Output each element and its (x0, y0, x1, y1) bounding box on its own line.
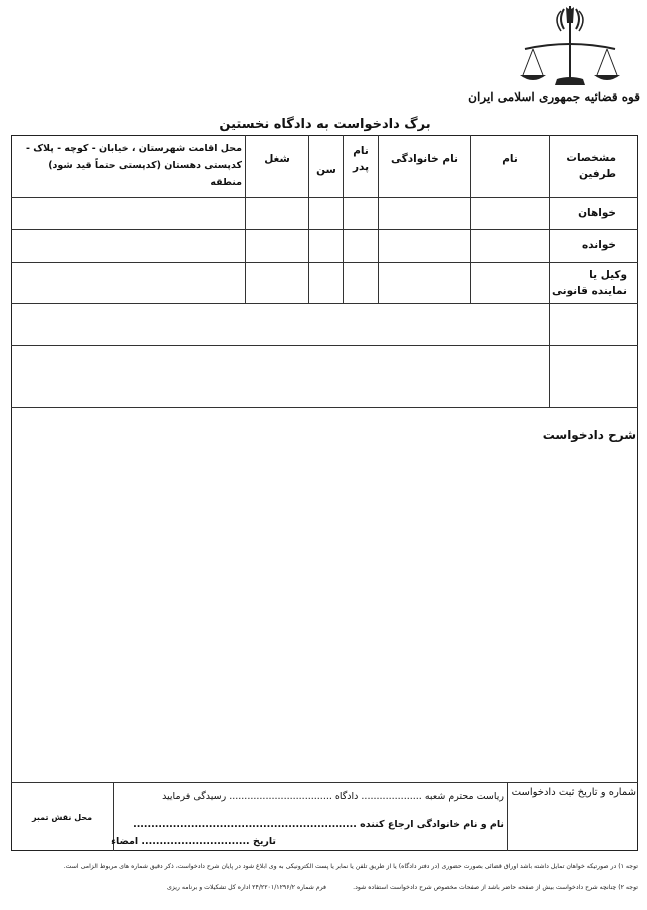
lawyer-age-field[interactable] (309, 263, 342, 303)
row-defendant: خوانده (582, 239, 616, 251)
form-number: فرم شماره ۲۴/۲۲۰۱/۱۲۹۶/۲ اداره کل تشکیلات و برنامه ریزی (166, 884, 326, 891)
defendant-father-field[interactable] (344, 230, 377, 262)
defendant-address-field[interactable] (12, 230, 244, 262)
date-sign-line: تاریخ .............................. امضاء (111, 836, 276, 847)
plaintiff-address-field[interactable] (12, 198, 244, 229)
lawyer-name-field[interactable] (471, 263, 548, 303)
header-father-name: نام پدر (352, 145, 370, 173)
header-family-name: نام خانوادگی (391, 153, 458, 165)
judiciary-title: قوه قضائیه جمهوری اسلامی ایران (468, 90, 640, 104)
defendant-age-field[interactable] (309, 230, 342, 262)
lawyer-father-field[interactable] (344, 263, 377, 303)
registration-label: شماره و تاریخ ثبت دادخواست (511, 787, 636, 798)
divider-evidence (11, 407, 638, 408)
referrer-line: نام و نام خانوادگی ارجاع کننده .............................................................. (133, 819, 504, 830)
col-divider-parties (549, 135, 550, 407)
defendant-name-field[interactable] (471, 230, 548, 262)
header-parties: مشخصات طرفین (566, 152, 616, 180)
referral-line: ریاست محترم شعبه .................... دادگاه .................................. رسیدگی فرمایید (162, 791, 504, 802)
header-address: محل اقامت شهرستان ، خیابان - کوچه - پلاک - کدپستی دهستان (کدپستی حتماً قید شود) منطقه (26, 143, 242, 188)
lawyer-family-field[interactable] (379, 263, 469, 303)
plaintiff-family-field[interactable] (379, 198, 469, 229)
plaintiff-age-field[interactable] (309, 198, 342, 229)
row-plaintiff: خواهان (578, 207, 616, 219)
stamp-area-label: محل نقش تمبر (31, 813, 93, 822)
footer-divider-right (507, 782, 508, 851)
evidence-field[interactable] (12, 346, 548, 407)
note-1: توجه ۱) در صورتیکه خواهان تمایل داشته باشد اوراق قضائی بصورت حضوری (در دفتر دادگاه) یا از طریق تلفن یا نمابر یا پست الکترونیکی به وی ابلاغ شود در پایان شرح دادخواست، ذکر دقیق شماره های مربوط الزامی است. (63, 863, 638, 870)
row-lawyer: وکیل یا نماینده قانونی (552, 269, 627, 297)
plaintiff-name-field[interactable] (471, 198, 548, 229)
note-2: توجه ۲) چنانچه شرح دادخواست بیش از صفحه حاضر باشد از صفحات مخصوص شرح دادخواست استفاده شود. (353, 884, 638, 891)
header-job: شغل (264, 153, 290, 165)
subject-field[interactable] (12, 304, 548, 345)
lawyer-job-field[interactable] (246, 263, 307, 303)
defendant-family-field[interactable] (379, 230, 469, 262)
header-age: سن (316, 164, 336, 176)
header-name: نام (502, 153, 518, 165)
defendant-job-field[interactable] (246, 230, 307, 262)
lawyer-address-field[interactable] (12, 263, 244, 303)
plaintiff-father-field[interactable] (344, 198, 377, 229)
plaintiff-job-field[interactable] (246, 198, 307, 229)
description-field[interactable] (12, 450, 636, 780)
judiciary-emblem-icon (515, 5, 625, 91)
form-title: برگ دادخواست به دادگاه نخستین (219, 117, 431, 132)
divider-description (11, 782, 638, 783)
description-label: شرح دادخواست (542, 428, 636, 442)
